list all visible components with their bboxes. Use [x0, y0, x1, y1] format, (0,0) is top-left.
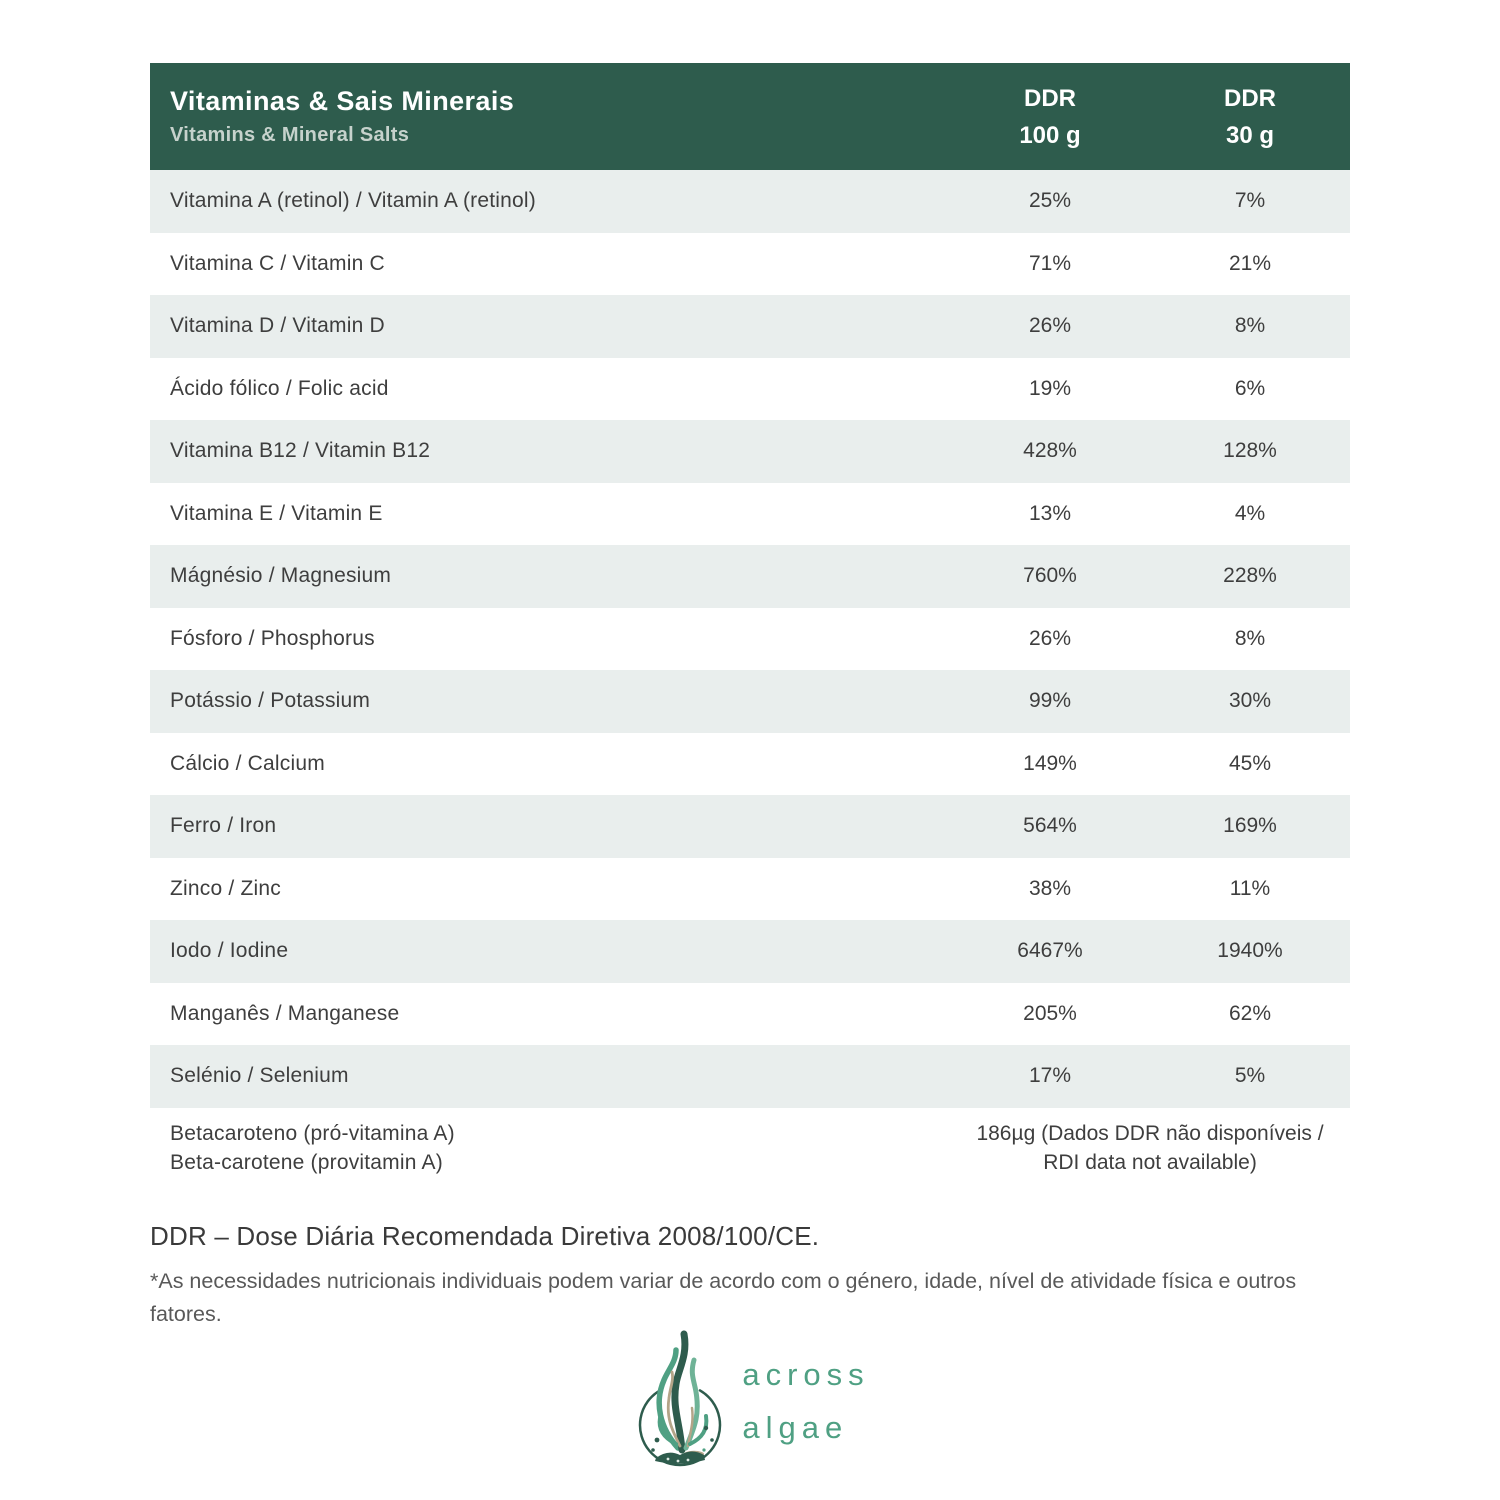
ddr-100g-value: 99%	[1028, 689, 1072, 713]
table-row	[150, 1045, 1350, 1108]
table-row	[150, 608, 1350, 671]
ddr-100g-value: 564%	[1023, 814, 1077, 838]
logo-word-across: across	[742, 1356, 870, 1392]
logo-wordmark	[742, 1348, 869, 1454]
ddr-100g-value: 13%	[1028, 501, 1072, 525]
ddr-100g-value: 19%	[1028, 376, 1072, 400]
betacarotene-label-en: Beta-carotene (provitamin A)	[170, 1150, 443, 1174]
table-body	[150, 170, 1350, 1108]
table-row	[150, 295, 1350, 358]
table-row	[150, 858, 1350, 921]
table-row	[150, 733, 1350, 796]
ddr-100g-value: 149%	[1023, 751, 1077, 775]
ddr-100g-value: 428%	[1023, 439, 1077, 463]
table-row	[150, 420, 1350, 483]
footnote-line2: fatores.	[150, 1302, 222, 1326]
ddr-100g-value: 26%	[1028, 626, 1072, 650]
logo-word-algae: algae	[742, 1409, 849, 1445]
ddr-100g-value: 38%	[1028, 876, 1072, 900]
ddr-30g-value: 1940%	[1217, 939, 1283, 963]
nutrient-label: Mágnésio / Magnesium	[170, 564, 392, 588]
ddr-30g-value: 6%	[1234, 376, 1266, 400]
across-algae-logo	[0, 1328, 1500, 1473]
algae-logo-icon	[630, 1328, 730, 1473]
betacarotene-row	[150, 1108, 1350, 1188]
table-row	[150, 920, 1350, 983]
ddr-30g-value: 30%	[1228, 689, 1272, 713]
nutrient-label: Selénio / Selenium	[170, 1064, 349, 1088]
column-header-ddr-30g	[1150, 80, 1350, 154]
nutritional-needs-footnote	[150, 1265, 1350, 1331]
nutrient-label: Vitamina C / Vitamin C	[170, 251, 385, 275]
betacarotene-value	[950, 1119, 1350, 1177]
nutrient-label: Zinco / Zinc	[170, 876, 281, 900]
ddr-30g-value: 45%	[1228, 751, 1272, 775]
ddr-30g-value: 21%	[1228, 251, 1272, 275]
table-row	[150, 233, 1350, 296]
column-header-ddr-100g-line2: 100 g	[1019, 121, 1081, 149]
table-subtitle: Vitamins & Mineral Salts	[170, 124, 410, 146]
ddr-30g-value: 5%	[1234, 1064, 1266, 1088]
ddr-30g-value: 128%	[1223, 439, 1277, 463]
column-header-ddr-30g-line1: DDR	[1224, 84, 1276, 112]
column-header-ddr-30g-line2: 30 g	[1225, 121, 1275, 149]
betacarotene-value-line2: RDI data not available)	[1043, 1150, 1257, 1174]
nutrient-label: Ferro / Iron	[170, 814, 277, 838]
nutrient-label: Cálcio / Calcium	[170, 751, 325, 775]
table-row	[150, 358, 1350, 421]
table-row	[150, 545, 1350, 608]
column-header-ddr-100g-line1: DDR	[1024, 84, 1076, 112]
nutrient-label: Iodo / Iodine	[170, 939, 289, 963]
nutrient-label: Vitamina E / Vitamin E	[170, 501, 383, 525]
ddr-30g-value: 169%	[1223, 814, 1277, 838]
nutrient-label: Vitamina B12 / Vitamin B12	[170, 439, 431, 463]
table-header-title-block	[150, 86, 950, 147]
ddr-30g-value: 7%	[1234, 189, 1266, 213]
nutrient-label: Ácido fólico / Folic acid	[170, 376, 389, 400]
ddr-100g-value: 71%	[1028, 251, 1072, 275]
footnote-line1: *As necessidades nutricionais individuais podem variar de acordo com o género, idade, nível de atividade física e outros	[150, 1269, 1297, 1293]
ddr-100g-value: 26%	[1028, 314, 1072, 338]
ddr-30g-value: 8%	[1234, 626, 1266, 650]
ddr-100g-value: 205%	[1023, 1001, 1077, 1025]
ddr-30g-value: 4%	[1234, 501, 1266, 525]
table-header	[150, 63, 1350, 170]
table-row	[150, 483, 1350, 546]
ddr-30g-value: 11%	[1229, 876, 1271, 900]
nutrient-label: Potássio / Potassium	[170, 689, 371, 713]
nutrient-label: Fósforo / Phosphorus	[170, 626, 375, 650]
betacarotene-label	[150, 1119, 950, 1177]
ddr-100g-value: 25%	[1028, 189, 1072, 213]
ddr-30g-value: 62%	[1228, 1001, 1272, 1025]
ddr-100g-value: 760%	[1023, 564, 1077, 588]
ddr-30g-value: 8%	[1234, 314, 1266, 338]
nutrient-label: Vitamina D / Vitamin D	[170, 314, 385, 338]
betacarotene-label-pt: Betacaroteno (pró-vitamina A)	[170, 1121, 455, 1145]
ddr-definition: DDR – Dose Diária Recomendada Diretiva 2008/100/CE.	[150, 1221, 820, 1251]
ddr-100g-value: 6467%	[1017, 939, 1083, 963]
ddr-100g-value: 17%	[1028, 1064, 1072, 1088]
column-header-ddr-100g	[950, 80, 1150, 154]
table-row	[150, 170, 1350, 233]
nutrient-label: Manganês / Manganese	[170, 1001, 400, 1025]
nutrient-label: Vitamina A (retinol) / Vitamin A (retinol)	[170, 189, 536, 213]
footnotes-block	[150, 1221, 1350, 1331]
table-title: Vitaminas & Sais Minerais	[170, 86, 515, 116]
betacarotene-value-line1: 186µg (Dados DDR não disponíveis /	[976, 1121, 1324, 1145]
table-row	[150, 795, 1350, 858]
ddr-30g-value: 228%	[1223, 564, 1277, 588]
table-row	[150, 983, 1350, 1046]
table-row	[150, 670, 1350, 733]
vitamins-minerals-table	[150, 63, 1350, 1188]
